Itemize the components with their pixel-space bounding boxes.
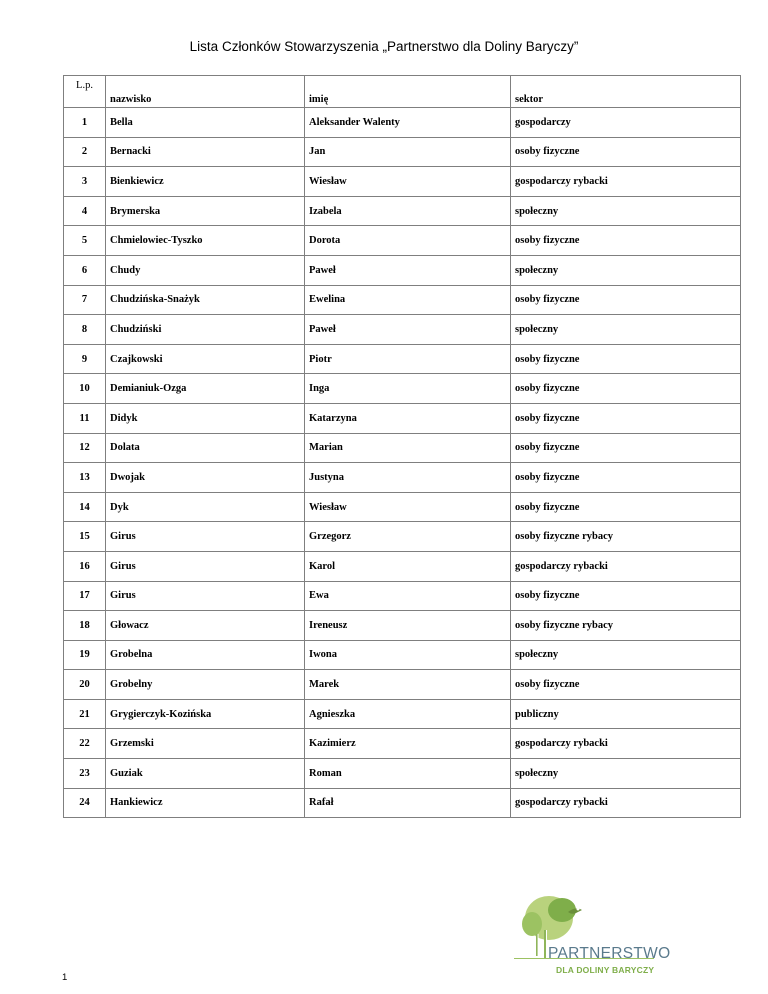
cell-nazwisko: Głowacz	[106, 611, 305, 641]
cell-imie: Paweł	[305, 315, 511, 345]
cell-lp: 3	[64, 167, 106, 197]
cell-sektor: publiczny	[511, 699, 741, 729]
cell-sektor: osoby fizyczne rybacy	[511, 611, 741, 641]
table-row	[64, 344, 741, 374]
cell-lp: 19	[64, 640, 106, 670]
table-row	[64, 167, 741, 197]
cell-lp: 13	[64, 463, 106, 493]
cell-nazwisko: Bienkiewicz	[106, 167, 305, 197]
cell-nazwisko: Dwojak	[106, 463, 305, 493]
cell-lp: 18	[64, 611, 106, 641]
cell-imie: Karol	[305, 551, 511, 581]
cell-sektor: osoby fizyczne	[511, 226, 741, 256]
cell-nazwisko: Chmielowiec-Tyszko	[106, 226, 305, 256]
cell-sektor: osoby fizyczne	[511, 670, 741, 700]
table-row	[64, 285, 741, 315]
cell-sektor: społeczny	[511, 255, 741, 285]
cell-sektor: społeczny	[511, 759, 741, 789]
cell-sektor: społeczny	[511, 640, 741, 670]
table-row	[64, 699, 741, 729]
cell-nazwisko: Girus	[106, 581, 305, 611]
cell-lp: 9	[64, 344, 106, 374]
cell-lp: 21	[64, 699, 106, 729]
cell-lp: 17	[64, 581, 106, 611]
cell-sektor: gospodarczy rybacki	[511, 551, 741, 581]
cell-lp: 22	[64, 729, 106, 759]
cell-lp: 6	[64, 255, 106, 285]
cell-nazwisko: Bernacki	[106, 137, 305, 167]
cell-lp: 20	[64, 670, 106, 700]
cell-imie: Rafał	[305, 788, 511, 818]
cell-sektor: osoby fizyczne	[511, 374, 741, 404]
table-row	[64, 463, 741, 493]
cell-lp: 12	[64, 433, 106, 463]
cell-nazwisko: Dyk	[106, 492, 305, 522]
cell-nazwisko: Guziak	[106, 759, 305, 789]
cell-imie: Kazimierz	[305, 729, 511, 759]
cell-nazwisko: Girus	[106, 522, 305, 552]
table-row	[64, 433, 741, 463]
cell-lp: 2	[64, 137, 106, 167]
cell-lp: 14	[64, 492, 106, 522]
table-header-row	[64, 76, 741, 108]
cell-nazwisko: Chudzińska-Snażyk	[106, 285, 305, 315]
cell-sektor: gospodarczy	[511, 108, 741, 138]
cell-imie: Aleksander Walenty	[305, 108, 511, 138]
cell-lp: 10	[64, 374, 106, 404]
cell-lp: 23	[64, 759, 106, 789]
logo-text-line2: DLA DOLINY BARYCZY	[556, 965, 655, 975]
cell-nazwisko: Czajkowski	[106, 344, 305, 374]
table-row	[64, 196, 741, 226]
cell-sektor: osoby fizyczne	[511, 463, 741, 493]
cell-imie: Piotr	[305, 344, 511, 374]
table-row	[64, 108, 741, 138]
cell-nazwisko: Dolata	[106, 433, 305, 463]
cell-sektor: gospodarczy rybacki	[511, 788, 741, 818]
cell-lp: 15	[64, 522, 106, 552]
table-body	[64, 108, 741, 818]
table-row	[64, 640, 741, 670]
document-title: Lista Członków Stowarzyszenia „Partnerstwo dla Doliny Baryczy”	[189, 39, 579, 54]
cell-nazwisko: Grobelna	[106, 640, 305, 670]
cell-nazwisko: Hankiewicz	[106, 788, 305, 818]
cell-lp: 4	[64, 196, 106, 226]
cell-imie: Ireneusz	[305, 611, 511, 641]
cell-imie: Agnieszka	[305, 699, 511, 729]
logo-text-line1: PARTNERSTWO	[548, 945, 671, 962]
table-row	[64, 492, 741, 522]
header-sektor: sektor	[511, 76, 741, 108]
cell-lp: 1	[64, 108, 106, 138]
cell-imie: Marek	[305, 670, 511, 700]
table-row	[64, 759, 741, 789]
cell-imie: Wiesław	[305, 492, 511, 522]
cell-lp: 24	[64, 788, 106, 818]
cell-sektor: osoby fizyczne	[511, 344, 741, 374]
cell-sektor: gospodarczy rybacki	[511, 729, 741, 759]
cell-nazwisko: Chudy	[106, 255, 305, 285]
cell-imie: Izabela	[305, 196, 511, 226]
header-nazwisko: nazwisko	[106, 76, 305, 108]
cell-sektor: osoby fizyczne	[511, 285, 741, 315]
table-row	[64, 611, 741, 641]
table-row	[64, 226, 741, 256]
table-row	[64, 315, 741, 345]
cell-sektor: osoby fizyczne	[511, 137, 741, 167]
members-table	[63, 75, 741, 818]
table-row	[64, 788, 741, 818]
table-row	[64, 255, 741, 285]
table-row	[64, 551, 741, 581]
cell-lp: 11	[64, 403, 106, 433]
cell-sektor: osoby fizyczne	[511, 581, 741, 611]
cell-lp: 8	[64, 315, 106, 345]
cell-nazwisko: Girus	[106, 551, 305, 581]
cell-nazwisko: Grygierczyk-Kozińska	[106, 699, 305, 729]
cell-imie: Jan	[305, 137, 511, 167]
table-row	[64, 374, 741, 404]
cell-lp: 5	[64, 226, 106, 256]
cell-nazwisko: Demianiuk-Ozga	[106, 374, 305, 404]
table-row	[64, 403, 741, 433]
cell-sektor: osoby fizyczne	[511, 492, 741, 522]
cell-sektor: społeczny	[511, 196, 741, 226]
cell-nazwisko: Brymerska	[106, 196, 305, 226]
cell-imie: Inga	[305, 374, 511, 404]
table-row	[64, 137, 741, 167]
cell-nazwisko: Bella	[106, 108, 305, 138]
cell-imie: Dorota	[305, 226, 511, 256]
cell-imie: Ewelina	[305, 285, 511, 315]
page-number: 1	[62, 972, 68, 983]
header-imie: imię	[305, 76, 511, 108]
cell-imie: Roman	[305, 759, 511, 789]
cell-imie: Marian	[305, 433, 511, 463]
cell-imie: Paweł	[305, 255, 511, 285]
cell-sektor: osoby fizyczne	[511, 433, 741, 463]
cell-nazwisko: Chudziński	[106, 315, 305, 345]
header-lp: L.p.	[64, 76, 106, 108]
partnerstwo-logo	[514, 890, 674, 980]
table-row	[64, 729, 741, 759]
cell-sektor: społeczny	[511, 315, 741, 345]
cell-imie: Ewa	[305, 581, 511, 611]
table-row	[64, 581, 741, 611]
cell-sektor: osoby fizyczne	[511, 403, 741, 433]
cell-imie: Wiesław	[305, 167, 511, 197]
cell-imie: Justyna	[305, 463, 511, 493]
cell-nazwisko: Didyk	[106, 403, 305, 433]
cell-sektor: gospodarczy rybacki	[511, 167, 741, 197]
table-row	[64, 670, 741, 700]
cell-nazwisko: Grobelny	[106, 670, 305, 700]
cell-lp: 7	[64, 285, 106, 315]
cell-imie: Iwona	[305, 640, 511, 670]
cell-imie: Grzegorz	[305, 522, 511, 552]
cell-sektor: osoby fizyczne rybacy	[511, 522, 741, 552]
table-row	[64, 522, 741, 552]
cell-nazwisko: Grzemski	[106, 729, 305, 759]
cell-imie: Katarzyna	[305, 403, 511, 433]
cell-lp: 16	[64, 551, 106, 581]
